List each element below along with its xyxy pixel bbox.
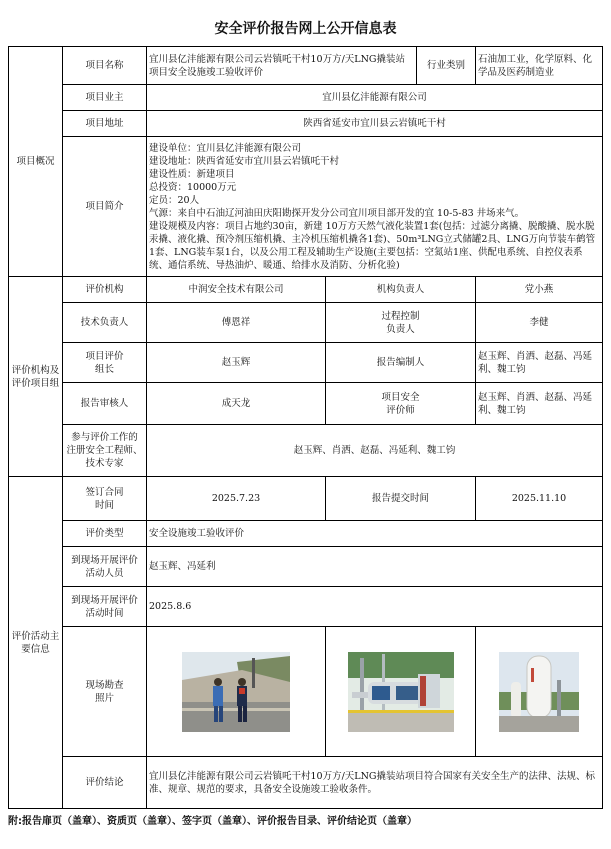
site-photo-cell <box>147 627 326 757</box>
project-name-label: 项目名称 <box>63 47 147 85</box>
agency-head-label: 机构负责人 <box>326 277 476 303</box>
team-leader-label: 项目评价 组长 <box>63 343 147 383</box>
submit-time-value: 2025.11.10 <box>476 477 603 521</box>
industry-value: 石油加工业，化学原料、化学品及医药制造业 <box>476 47 603 85</box>
project-intro-value <box>147 137 603 277</box>
tech-head-label: 技术负责人 <box>63 303 147 343</box>
report-reviewer-label: 报告审核人 <box>63 383 147 425</box>
section-project-overview: 项目概况 <box>9 47 63 277</box>
eval-type-value: 安全设施竣工验收评价 <box>147 521 603 547</box>
eval-conclusion-value: 宜川县亿沣能源有限公司云岩镇吒干村10万方/天LNG撬装站项目符合国家有关安全生产的法律、法规、标准、规章、规范的要求，具备安全设施竣工验收条件。 <box>147 757 603 809</box>
site-photo-cell <box>476 627 603 757</box>
eval-type-label: 评价类型 <box>63 521 147 547</box>
section-eval-org: 评价机构及评价项目组 <box>9 277 63 477</box>
safety-assessor-value: 赵玉辉、肖洒、赵磊、冯延利、魏工钧 <box>476 383 603 425</box>
project-name-value: 宜川县亿沣能源有限公司云岩镇吒干村10万方/天LNG撬装站项目安全设施竣工验收评价 <box>147 47 417 85</box>
safety-assessor-label: 项目安全 评价师 <box>326 383 476 425</box>
site-photo-equipment <box>348 652 454 732</box>
process-control-label: 过程控制 负责人 <box>326 303 476 343</box>
agency-value: 中润安全技术有限公司 <box>147 277 326 303</box>
onsite-staff-label: 到现场开展评价 活动人员 <box>63 547 147 587</box>
project-owner-value: 宜川县亿沣能源有限公司 <box>147 85 603 111</box>
tech-head-value: 傅恩祥 <box>147 303 326 343</box>
agency-label: 评价机构 <box>63 277 147 303</box>
project-intro-label: 项目简介 <box>63 137 147 277</box>
onsite-time-label: 到现场开展评价 活动时间 <box>63 587 147 627</box>
report-compiler-value: 赵玉辉、肖洒、赵磊、冯延利、魏工钧 <box>476 343 603 383</box>
engineers-label: 参与评价工作的 注册安全工程师、 技术专家 <box>63 425 147 477</box>
site-photo-staff <box>182 652 290 732</box>
site-photos-label: 现场勘查 照片 <box>63 627 147 757</box>
submit-time-label: 报告提交时间 <box>326 477 476 521</box>
project-owner-label: 项目业主 <box>63 85 147 111</box>
eval-conclusion-label: 评价结论 <box>63 757 147 809</box>
site-photo-cell <box>326 627 476 757</box>
site-photo-tank <box>499 652 579 732</box>
attachment-note: 附:报告扉页（盖章）、资质页（盖章）、签字页（盖章）、评价报告目录、评价结论页（盖章） <box>8 816 417 827</box>
intro-line: 建设性质：新建项目 <box>149 168 235 180</box>
intro-line: 建设单位：宜川县亿沣能源有限公司 <box>149 142 302 154</box>
report-compiler-label: 报告编制人 <box>326 343 476 383</box>
agency-head-value: 党小燕 <box>476 277 603 303</box>
industry-label: 行业类别 <box>417 47 476 85</box>
info-table <box>8 46 603 809</box>
engineers-value: 赵玉辉、肖洒、赵磊、冯延利、魏工钧 <box>147 425 603 477</box>
intro-line: 总投资：10000万元 <box>149 181 237 193</box>
intro-line: 定员：20人 <box>149 194 200 206</box>
contract-time-label: 签订合同 时间 <box>63 477 147 521</box>
team-leader-value: 赵玉辉 <box>147 343 326 383</box>
intro-line: 气源：来自中石油辽河油田庆阳勘探开发分公司宜川项目部开发的宜 10-5-83 井场来气。 <box>149 207 525 219</box>
report-reviewer-value: 成天龙 <box>147 383 326 425</box>
intro-line: 建设规模及内容：项目占地约30亩，新建 10万方天然气液化装置1套(包括：过滤分离撬、脱酸撬、脱水脱汞撬、液化撬、预冷剂压缩机撬、主冷机压缩机撬各1套)、50m³LNG立式储罐2具、LNG万向节装车鹤管1套、LNG装车泵1台，以及公用工程及辅助生产设施(主要包括：空氮站1座、供配电系统、自控仪表系统、通信系统、导热油炉、暖通、给排水及消防、分析化验) <box>149 220 596 271</box>
section-eval-activity: 评价活动主要信息 <box>9 477 63 809</box>
onsite-time-value: 2025.8.6 <box>147 587 603 627</box>
process-control-value: 李健 <box>476 303 603 343</box>
project-address-label: 项目地址 <box>63 111 147 137</box>
page-title: 安全评价报告网上公开信息表 <box>214 21 397 37</box>
intro-line: 建设地址：陕西省延安市宜川县云岩镇吒干村 <box>149 155 340 167</box>
onsite-staff-value: 赵玉辉、冯延利 <box>147 547 603 587</box>
project-address-value: 陕西省延安市宜川县云岩镇吒干村 <box>147 111 603 137</box>
contract-time-value: 2025.7.23 <box>147 477 326 521</box>
